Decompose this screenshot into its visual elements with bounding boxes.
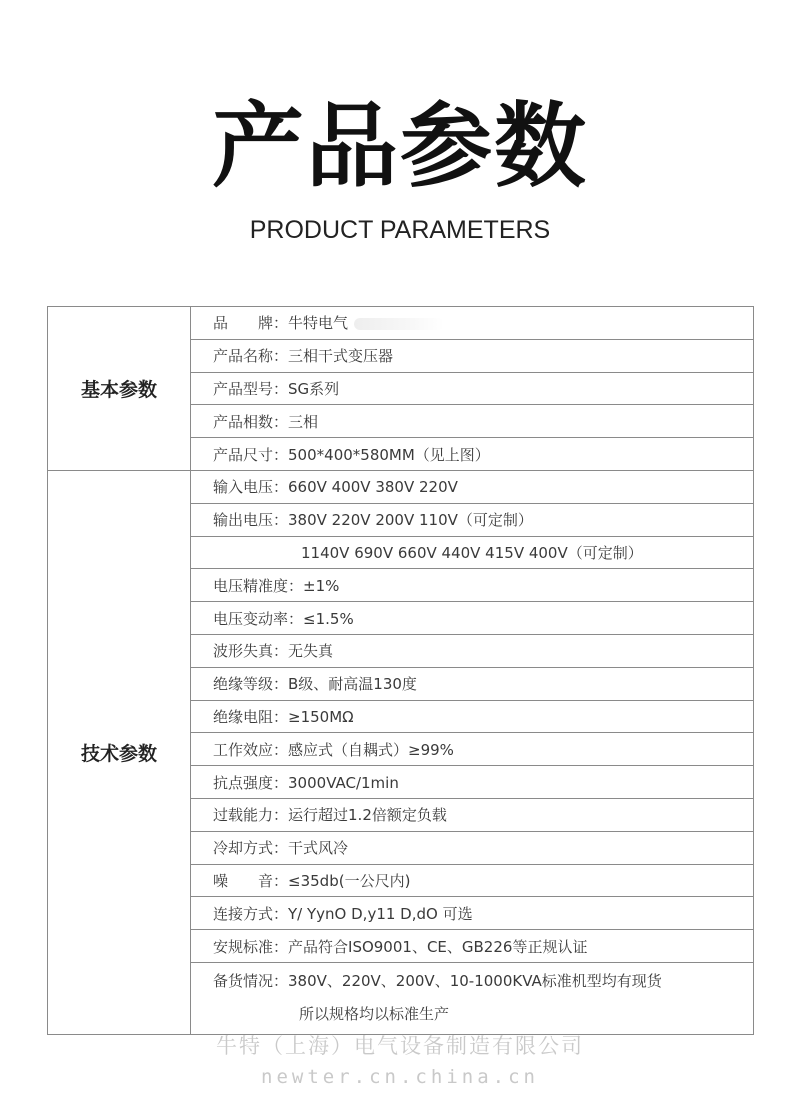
spec-value: 牛特电气 [288, 314, 349, 333]
spec-cell [191, 733, 754, 766]
spec-label: 产品尺寸： [213, 445, 289, 464]
spec-label: 产品名称： [213, 347, 289, 366]
spec-label: 产品相数： [213, 412, 289, 431]
spec-cell [191, 438, 754, 471]
group-label-basic: 基本参数 [48, 307, 191, 471]
spec-label: 绝缘电阻： [213, 707, 289, 726]
spec-value: 干式风冷 [288, 839, 349, 858]
spec-value: 产品符合ISO9001、CE、GB226等正规认证 [288, 937, 588, 956]
spec-value: ≤1.5% [303, 609, 354, 628]
spec-label: 备货情况： [213, 971, 289, 990]
spec-cell [191, 930, 754, 963]
watermark-company: 牛特（上海）电气设备制造有限公司 [216, 1034, 584, 1058]
spec-value: 3000VAC/1min [288, 773, 399, 792]
spec-cell [191, 339, 754, 372]
spec-cell [191, 700, 754, 733]
spec-cell [191, 634, 754, 667]
spec-label: 品 牌： [213, 314, 289, 333]
spec-value: SG系列 [288, 379, 340, 398]
spec-value: Y/ YynO D,y11 D,dO 可选 [288, 904, 473, 923]
spec-value: 运行超过1.2倍额定负载 [288, 806, 447, 825]
spec-value: 感应式（自耦式）≥99% [288, 740, 454, 759]
spec-label: 输入电压： [213, 478, 289, 497]
spec-label: 绝缘等级： [213, 675, 289, 694]
spec-cell [191, 372, 754, 405]
spec-value: 三相 [288, 412, 319, 431]
spec-label: 冷却方式： [213, 839, 289, 858]
spec-value: 380V 220V 200V 110V（可定制） [288, 511, 533, 530]
group-label-technical: 技术参数 [48, 470, 191, 1034]
spec-value: 1140V 690V 660V 440V 415V 400V（可定制） [301, 543, 643, 562]
spec-cell [191, 798, 754, 831]
spec-cell [191, 667, 754, 700]
blurred-region [354, 318, 444, 330]
spec-cell [191, 864, 754, 897]
page-subtitle: PRODUCT PARAMETERS [249, 216, 551, 244]
spec-value: 无失真 [288, 642, 334, 661]
spec-cell [191, 897, 754, 930]
spec-value: ±1% [303, 576, 340, 595]
spec-label: 电压变动率： [213, 609, 304, 628]
spec-label: 波形失真： [213, 642, 289, 661]
spec-label: 输出电压： [213, 511, 289, 530]
table-row [48, 307, 754, 340]
spec-value: ≥150MΩ [288, 707, 354, 726]
spec-cell [191, 405, 754, 438]
spec-label: 安规标准： [213, 937, 289, 956]
spec-label: 噪 音： [213, 871, 289, 890]
table-row [48, 470, 754, 503]
spec-value: 三相干式变压器 [288, 347, 394, 366]
spec-value: 500*400*580MM（见上图） [288, 445, 490, 464]
spec-cell [191, 602, 754, 635]
spec-cell [191, 536, 754, 569]
page-title: 产品参数 [211, 93, 588, 200]
spec-cell [191, 307, 754, 340]
watermark-site: newter.cn.china.cn [261, 1066, 539, 1088]
spec-label: 过载能力： [213, 806, 289, 825]
spec-cell [191, 831, 754, 864]
spec-value: B级、耐高温130度 [288, 675, 417, 694]
spec-label: 连接方式： [213, 904, 289, 923]
spec-cell [191, 503, 754, 536]
spec-value: ≤35db(一公尺内) [288, 871, 411, 890]
spec-cell [191, 569, 754, 602]
spec-cell [191, 470, 754, 503]
spec-label: 产品型号： [213, 379, 289, 398]
spec-label: 工作效应： [213, 740, 289, 759]
spec-value: 660V 400V 380V 220V [288, 478, 458, 497]
spec-label: 抗点强度： [213, 773, 289, 792]
spec-table [47, 306, 754, 1035]
spec-cell [191, 962, 754, 1034]
spec-value: 380V、220V、200V、10-1000KVA标准机型均有现货 [288, 971, 662, 990]
spec-cell [191, 766, 754, 799]
spec-value-continued: 所以规格均以标准生产 [299, 1004, 450, 1023]
spec-label: 电压精准度： [213, 576, 304, 595]
